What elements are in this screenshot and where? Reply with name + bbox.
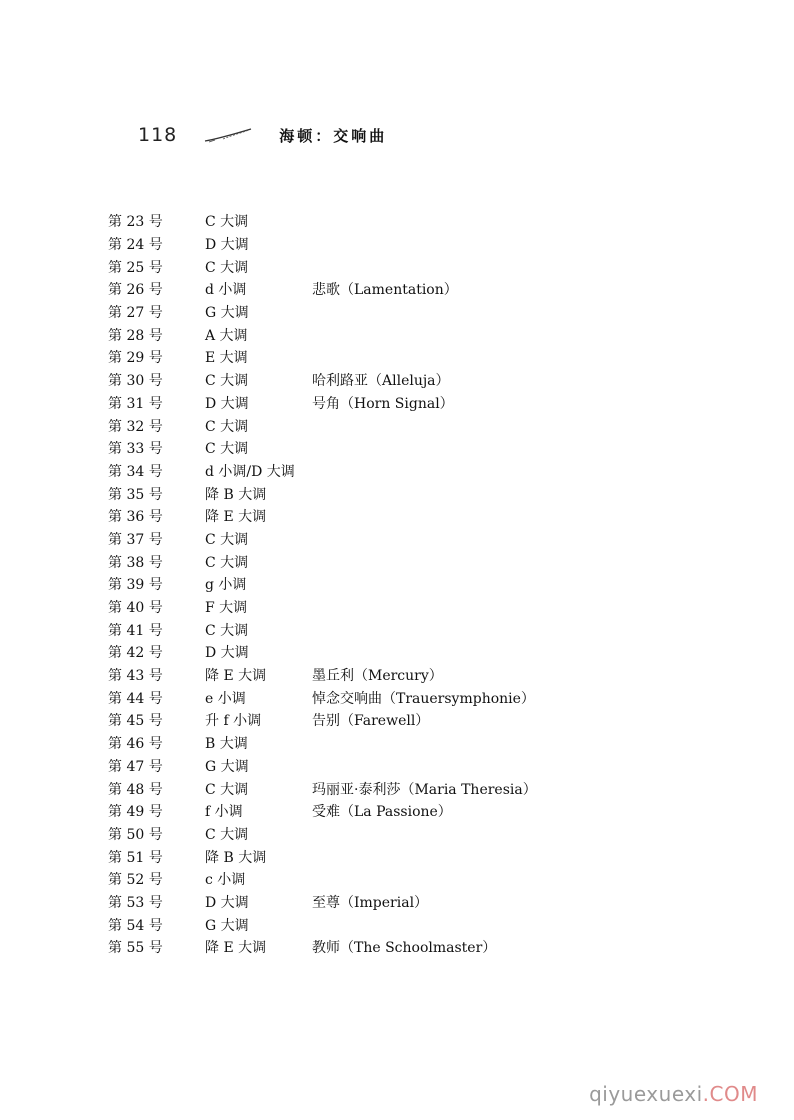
list-item: [108, 301, 537, 324]
watermark-suffix: .COM: [702, 1082, 758, 1106]
symphony-key: G 大调: [205, 917, 249, 934]
list-item: [108, 346, 537, 369]
list-item: [108, 233, 537, 256]
symphony-title: 至尊（Imperial）: [312, 894, 429, 911]
symphony-number: 第 49 号: [108, 804, 163, 821]
symphony-number: 第 35 号: [108, 486, 163, 503]
symphony-number: 第 39 号: [108, 577, 163, 594]
symphony-key: C 大调: [205, 418, 249, 435]
symphony-key: G 大调: [205, 305, 249, 322]
symphony-number: 第 43 号: [108, 668, 163, 685]
list-item: [108, 732, 537, 755]
symphony-number: 第 24 号: [108, 237, 163, 254]
symphony-title: 悲歌（Lamentation）: [312, 282, 458, 299]
list-item: [108, 800, 537, 823]
list-item: [108, 369, 537, 392]
symphony-key: E 大调: [205, 350, 248, 367]
symphony-number: 第 48 号: [108, 781, 163, 798]
symphony-number: 第 29 号: [108, 350, 163, 367]
symphony-number: 第 51 号: [108, 849, 163, 866]
symphony-key: 降 E 大调: [205, 940, 267, 957]
list-item: [108, 528, 537, 551]
symphony-number: 第 41 号: [108, 622, 163, 639]
page-number: 118: [138, 124, 178, 146]
symphony-key: A 大调: [205, 327, 248, 344]
list-item: [108, 618, 537, 641]
symphony-number: 第 30 号: [108, 373, 163, 390]
symphony-number: 第 53 号: [108, 894, 163, 911]
symphony-title: 号角（Horn Signal）: [312, 395, 454, 412]
symphony-title: 墨丘利（Mercury）: [312, 668, 443, 685]
list-item: [108, 823, 537, 846]
list-item: [108, 505, 537, 528]
symphony-number: 第 31 号: [108, 395, 163, 412]
quill-ornament-icon: [203, 127, 253, 143]
list-item: [108, 550, 537, 573]
symphony-number: 第 23 号: [108, 214, 163, 231]
list-item: [108, 210, 537, 233]
symphony-number: 第 54 号: [108, 917, 163, 934]
symphony-number: 第 38 号: [108, 554, 163, 571]
page-header: [138, 120, 387, 150]
symphony-number: 第 32 号: [108, 418, 163, 435]
list-item: [108, 573, 537, 596]
symphony-key: D 大调: [205, 237, 249, 254]
symphony-key: f 小调: [205, 804, 243, 821]
watermark-prefix: qiyuexuexi: [589, 1082, 703, 1106]
symphony-number: 第 45 号: [108, 713, 163, 730]
symphony-key: e 小调: [205, 690, 246, 707]
symphony-number: 第 33 号: [108, 441, 163, 458]
symphony-key: F 大调: [205, 600, 248, 617]
symphony-key: C 大调: [205, 441, 249, 458]
symphony-key: c 小调: [205, 872, 246, 889]
symphony-key: D 大调: [205, 395, 249, 412]
symphony-number: 第 40 号: [108, 600, 163, 617]
list-item: [108, 482, 537, 505]
symphony-number: 第 37 号: [108, 531, 163, 548]
symphony-key: g 小调: [205, 577, 247, 594]
symphony-key: D 大调: [205, 894, 249, 911]
symphony-title: 受难（La Passione）: [312, 804, 452, 821]
symphony-key: 降 E 大调: [205, 509, 267, 526]
list-item: [108, 891, 537, 914]
list-item: [108, 686, 537, 709]
symphony-number: 第 27 号: [108, 305, 163, 322]
symphony-key: C 大调: [205, 531, 249, 548]
symphony-key: C 大调: [205, 554, 249, 571]
symphony-key: G 大调: [205, 758, 249, 775]
symphony-number: 第 44 号: [108, 690, 163, 707]
list-item: [108, 777, 537, 800]
list-item: [108, 278, 537, 301]
list-item: [108, 414, 537, 437]
symphony-number: 第 52 号: [108, 872, 163, 889]
symphony-number: 第 47 号: [108, 758, 163, 775]
symphony-key: 降 E 大调: [205, 668, 267, 685]
list-item: [108, 936, 537, 959]
symphony-key: C 大调: [205, 259, 249, 276]
symphony-key: 降 B 大调: [205, 849, 267, 866]
symphony-key: d 小调/D 大调: [205, 463, 295, 480]
symphony-number: 第 25 号: [108, 259, 163, 276]
list-item: [108, 392, 537, 415]
symphony-key: C 大调: [205, 826, 249, 843]
list-item: [108, 913, 537, 936]
list-item: [108, 641, 537, 664]
symphony-title: 悼念交响曲（Trauersymphonie）: [312, 690, 535, 707]
list-item: [108, 755, 537, 778]
symphony-number: 第 50 号: [108, 826, 163, 843]
list-item: [108, 460, 537, 483]
list-item: [108, 845, 537, 868]
list-item: [108, 664, 537, 687]
symphony-key: d 小调: [205, 282, 247, 299]
symphony-key: 降 B 大调: [205, 486, 267, 503]
symphony-key: B 大调: [205, 736, 248, 753]
list-item: [108, 255, 537, 278]
symphony-title: 教师（The Schoolmaster）: [312, 940, 497, 957]
symphony-list: [108, 210, 537, 959]
symphony-key: C 大调: [205, 373, 249, 390]
site-watermark: [589, 1082, 758, 1106]
symphony-number: 第 26 号: [108, 282, 163, 299]
list-item: [108, 868, 537, 891]
symphony-title: 玛丽亚·泰利莎（Maria Theresia）: [312, 781, 537, 798]
symphony-title: 告别（Farewell）: [312, 713, 430, 730]
symphony-number: 第 34 号: [108, 463, 163, 480]
symphony-title: 哈利路亚（Alleluja）: [312, 373, 450, 390]
list-item: [108, 709, 537, 732]
list-item: [108, 437, 537, 460]
symphony-key: C 大调: [205, 214, 249, 231]
symphony-number: 第 55 号: [108, 940, 163, 957]
symphony-key: 升 f 小调: [205, 713, 262, 730]
symphony-number: 第 28 号: [108, 327, 163, 344]
symphony-number: 第 46 号: [108, 736, 163, 753]
list-item: [108, 596, 537, 619]
symphony-number: 第 36 号: [108, 509, 163, 526]
running-title: 海顿：交响曲: [279, 126, 388, 145]
symphony-key: C 大调: [205, 781, 249, 798]
symphony-key: D 大调: [205, 645, 249, 662]
list-item: [108, 323, 537, 346]
symphony-number: 第 42 号: [108, 645, 163, 662]
symphony-key: C 大调: [205, 622, 249, 639]
